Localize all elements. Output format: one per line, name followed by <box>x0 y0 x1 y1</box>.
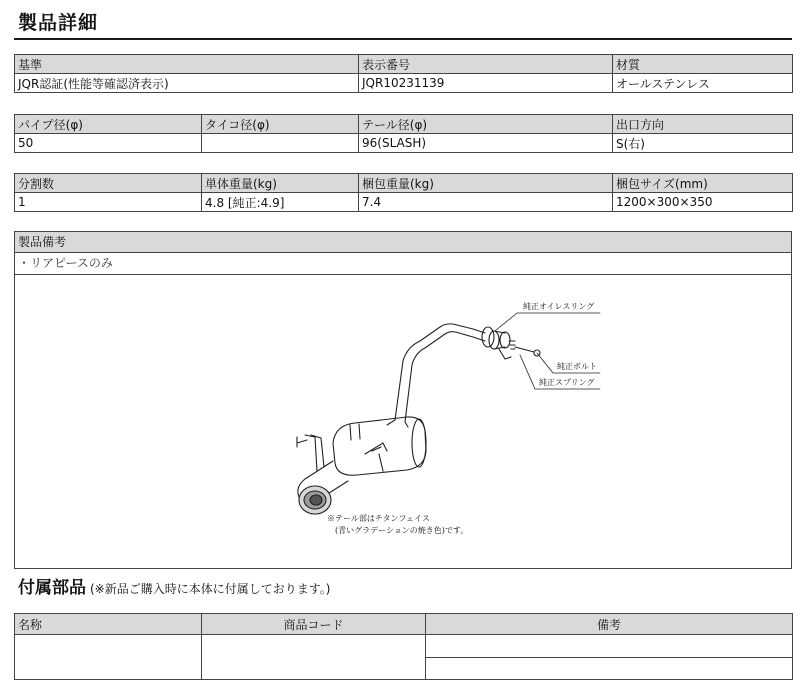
callout-bolt: 純正ボルト <box>557 362 597 371</box>
header-unit-weight: 単体重量(kg) <box>202 174 359 193</box>
cell-part-name <box>15 635 202 680</box>
value-pieces: 1 <box>15 193 202 212</box>
accessories-title <box>18 573 330 598</box>
spec-table-standard <box>14 54 793 93</box>
value-package-weight: 7.4 <box>359 193 613 212</box>
cell-remarks-2 <box>426 657 793 680</box>
exhaust-pipe-illustration <box>387 324 540 427</box>
title-rule <box>14 38 792 40</box>
cell-remarks-1 <box>426 635 793 658</box>
header-remarks: 備考 <box>426 614 793 635</box>
value-pipe-diameter: 50 <box>15 134 202 153</box>
value-material: オールステンレス <box>613 74 793 93</box>
accessories-note: (※新品ご購入時に本体に付属しております。) <box>90 582 331 596</box>
header-part-name: 名称 <box>15 614 202 635</box>
header-tail-diameter: テール径(φ) <box>359 115 613 134</box>
callout-spring: 純正スプリング <box>539 378 595 387</box>
header-silencer-diameter: タイコ径(φ) <box>202 115 359 134</box>
header-product-code: 商品コード <box>202 614 426 635</box>
header-material: 材質 <box>613 55 793 74</box>
accessories-table <box>14 613 793 680</box>
header-pipe-diameter: パイプ径(φ) <box>15 115 202 134</box>
spec-table-weights <box>14 173 793 212</box>
value-display-number: JQR10231139 <box>359 74 613 93</box>
accessories-title-text: 付属部品 <box>18 578 86 598</box>
tail-pipe-illustration <box>298 461 348 514</box>
header-pieces: 分割数 <box>15 174 202 193</box>
product-notes-line: ・リアピースのみ <box>15 253 791 275</box>
header-package-weight: 梱包重量(kg) <box>359 174 613 193</box>
spec-table-diameters <box>14 114 793 153</box>
page-title: 製品詳細 <box>18 12 99 34</box>
product-notes-box <box>14 231 792 569</box>
muffler-drawing <box>15 275 791 567</box>
callout-ring: 純正オイレスリング <box>523 302 595 311</box>
value-tail-diameter: 96(SLASH) <box>359 134 613 153</box>
value-unit-weight: 4.8 [純正:4.9] <box>202 193 359 212</box>
value-silencer-diameter <box>202 134 359 153</box>
value-exit-direction: S(右) <box>613 134 793 153</box>
header-display-number: 表示番号 <box>359 55 613 74</box>
value-standard: JQR認証(性能等確認済表示) <box>15 74 359 93</box>
tail-note-line2: (青いグラデーションの焼き色)です。 <box>335 526 469 535</box>
header-package-size: 梱包サイズ(mm) <box>613 174 793 193</box>
tail-note-line1: ※テール部はチタンフェイス <box>327 514 430 523</box>
cell-product-code <box>202 635 426 680</box>
value-package-size: 1200×300×350 <box>613 193 793 212</box>
header-standard: 基準 <box>15 55 359 74</box>
header-exit-direction: 出口方向 <box>613 115 793 134</box>
product-notes-header: 製品備考 <box>15 232 791 253</box>
